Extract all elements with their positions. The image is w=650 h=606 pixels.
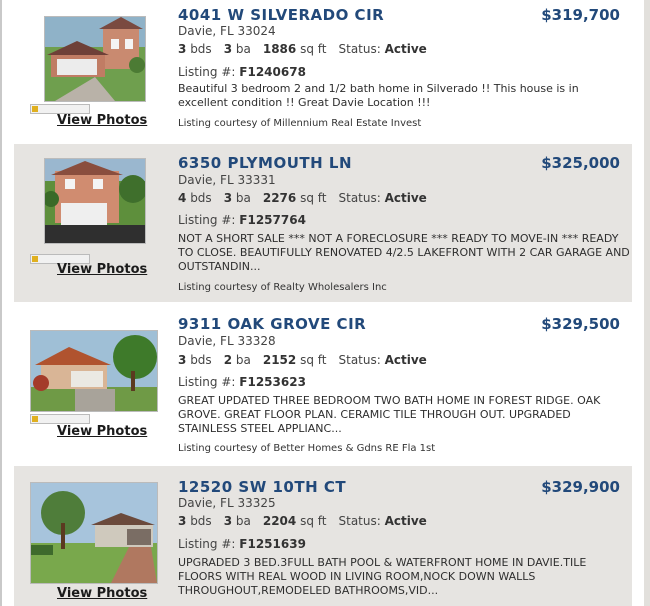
page-border-right — [644, 0, 650, 606]
listing-city: Davie, FL 33325 — [178, 496, 276, 510]
property-photo[interactable] — [44, 16, 146, 102]
listing-specs: 3 bds 2 ba 2152 sq ft Status: Active — [178, 353, 427, 367]
listing-address-link[interactable]: 9311 OAK GROVE CIR — [178, 315, 367, 333]
listing-card — [14, 0, 632, 138]
listing-number: Listing #: F1257764 — [178, 213, 306, 227]
listing-price: $319,700 — [541, 6, 620, 24]
property-photo[interactable] — [44, 158, 146, 244]
property-photo[interactable] — [30, 482, 158, 584]
status-badge: Active — [384, 514, 427, 528]
listing-number: Listing #: F1253623 — [178, 375, 306, 389]
listing-card — [14, 306, 632, 462]
listing-card — [14, 144, 632, 302]
listing-number: Listing #: F1240678 — [178, 65, 306, 79]
listing-number: Listing #: F1251639 — [178, 537, 306, 551]
listing-price: $325,000 — [541, 154, 620, 172]
listing-city: Davie, FL 33024 — [178, 24, 276, 38]
listing-address-link[interactable]: 12520 SW 10TH CT — [178, 478, 347, 496]
listing-city: Davie, FL 33328 — [178, 334, 276, 348]
listing-price: $329,900 — [541, 478, 620, 496]
listing-courtesy: Listing courtesy of Better Homes & Gdns RE Fla 1st — [178, 443, 436, 454]
status-badge: Active — [384, 191, 427, 205]
listing-price: $329,500 — [541, 315, 620, 333]
listing-description: UPGRADED 3 BED.3FULL BATH POOL & WATERFRONT HOME IN DAVIE.TILE FLOORS WITH REAL WOOD IN LIVING ROOM,NOCK DOWN WALLS THROUGHOUT,REMODELED BATHROOMS,VID... — [178, 556, 587, 597]
listing-description: NOT A SHORT SALE *** NOT A FORECLOSURE *** READY TO MOVE-IN *** READY TO CLOSE. BEAUTIFULLY RENOVATED 4/2.5 LAKEFRONT WITH 2 CAR GARAGE AND OUTSTANDIN... — [178, 232, 630, 273]
view-photos-link[interactable]: View Photos — [57, 262, 148, 277]
listing-specs: 4 bds 3 ba 2276 sq ft Status: Active — [178, 191, 427, 205]
listing-courtesy: Listing courtesy of Realty Wholesalers Inc — [178, 282, 387, 293]
listing-description: GREAT UPDATED THREE BEDROOM TWO BATH HOME IN FOREST RIDGE. OAK GROVE. GREAT FLOOR PLAN. CERAMIC TILE THROUGH OUT. UPGRADED STAINLESS STEEL APPLIANC... — [178, 394, 601, 435]
listing-description: Beautiful 3 bedroom 2 and 1/2 bath home in Silverado !! This house is in excellent condition !! Great Davie Location !!! — [178, 82, 579, 109]
listing-card — [14, 466, 632, 606]
mls-logo — [30, 414, 90, 424]
listing-specs: 3 bds 3 ba 1886 sq ft Status: Active — [178, 42, 427, 56]
view-photos-link[interactable]: View Photos — [57, 113, 148, 128]
status-badge: Active — [384, 42, 427, 56]
listing-courtesy: Listing courtesy of Millennium Real Estate Invest — [178, 118, 422, 129]
listing-city: Davie, FL 33331 — [178, 173, 276, 187]
view-photos-link[interactable]: View Photos — [57, 424, 148, 439]
listing-specs: 3 bds 3 ba 2204 sq ft Status: Active — [178, 514, 427, 528]
page-border-left — [0, 0, 2, 606]
listing-address-link[interactable]: 6350 PLYMOUTH LN — [178, 154, 353, 172]
listing-address-link[interactable]: 4041 W SILVERADO CIR — [178, 6, 385, 24]
property-photo[interactable] — [30, 330, 158, 412]
view-photos-link[interactable]: View Photos — [57, 586, 148, 601]
status-badge: Active — [384, 353, 427, 367]
